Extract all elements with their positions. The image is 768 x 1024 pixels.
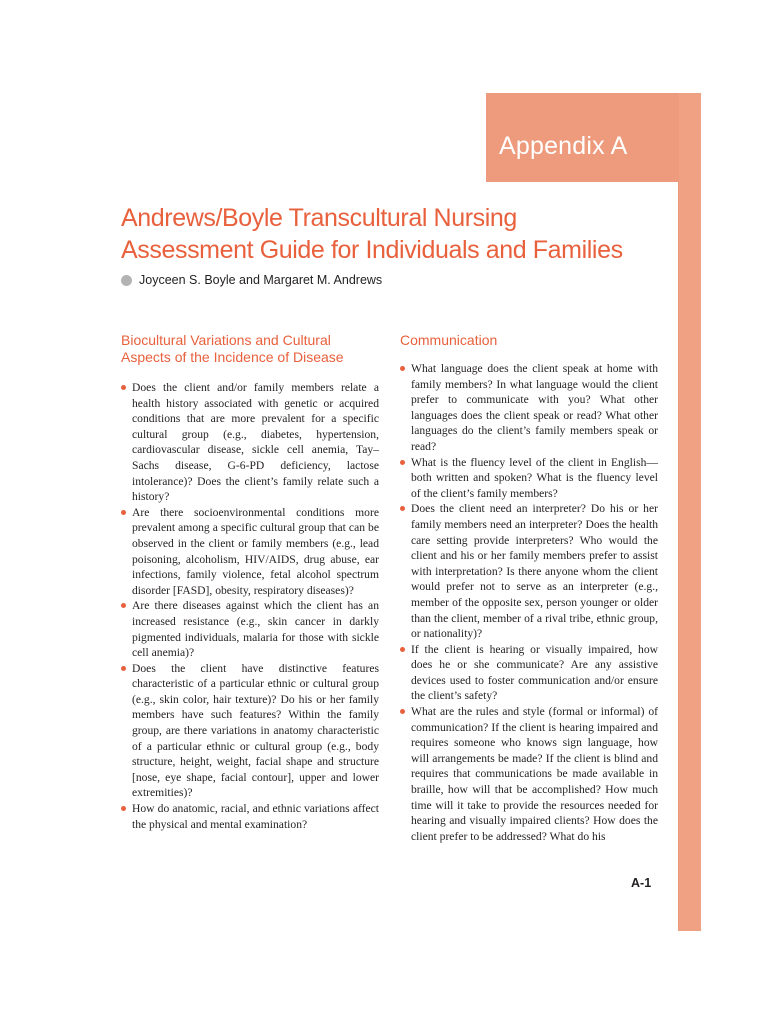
list-item xyxy=(121,801,379,832)
section-heading-communication: Communication xyxy=(400,332,498,348)
right-column xyxy=(400,332,658,844)
bullet-icon xyxy=(400,647,405,652)
authors-line xyxy=(121,273,382,287)
list-item-text: Are there diseases against which the client has an increased resistance (e.g., skin cancer in darkly pigmented individuals, malaria for those with sickle cell anemia)? xyxy=(132,599,379,660)
title-line-2: Assessment Guide for Individuals and Families xyxy=(121,236,623,264)
heading-line-2: Aspects of the Incidence of Disease xyxy=(121,349,344,365)
bullet-icon xyxy=(121,385,126,390)
list-item xyxy=(121,380,379,505)
list-item-text: How do anatomic, racial, and ethnic variations affect the physical and mental examination? xyxy=(132,802,379,831)
list-item-text: What language does the client speak at home with family members? In what language would the client prefer to communicate with you? What other languages does the client speak or read? What other languages do the client’s family members speak or read? xyxy=(411,362,658,453)
list-item-text: If the client is hearing or visually impaired, how does he or she communicate? Are any assistive devices used to foster communication and/or ensure the client’s safety? xyxy=(411,642,658,703)
list-item-text: Does the client have distinctive features characteristic of a particular ethnic or cultural group (e.g., skin color, hair texture)? Do his or her family members have such features? Within the family group, are there variations in anatomy characteristic of a particular ethnic or cultural group (e.g., body structure, height, weight, facial shape and structure [nose, eye shape, facial contour], upper and lower extremities)? xyxy=(132,661,379,800)
gray-bullet-icon xyxy=(121,275,132,286)
list-item xyxy=(400,642,658,704)
bullet-icon xyxy=(121,806,126,811)
communication-question-list xyxy=(400,361,658,844)
list-item xyxy=(400,501,658,641)
list-item xyxy=(400,455,658,502)
page-title xyxy=(121,202,681,266)
list-item xyxy=(400,704,658,844)
page-number: A-1 xyxy=(631,876,652,890)
title-line-1: Andrews/Boyle Transcultural Nursing xyxy=(121,204,517,232)
left-column xyxy=(121,332,379,832)
biocultural-question-list xyxy=(121,380,379,832)
list-item-text: Does the client need an interpreter? Do his or her family members need an interpreter? Does the health care setting provide interpreters? Who would the client and his or her family members prefer to assist with interpretation? Is there anyone whom the client would prefer not to serve as an interpreter (e.g., member of the opposite sex, person younger or older than the client, member of a rival tribe, ethnic group, or nationality)? xyxy=(411,502,658,641)
bullet-icon xyxy=(400,460,405,465)
section-heading-biocultural xyxy=(121,332,379,366)
appendix-label: Appendix A xyxy=(499,132,628,160)
authors-text: Joyceen S. Boyle and Margaret M. Andrews xyxy=(139,273,383,287)
bullet-icon xyxy=(121,510,126,515)
bullet-icon xyxy=(121,603,126,608)
list-item-text: What are the rules and style (formal or informal) of communication? If the client is hearing impaired and requires someone who knows sign language, how will arrangements be made? If the client is blind and requires that communications be made available in braille, how will that be accomplished? How much time will it take to provide the resources needed for hearing and visually impaired clients? How does the client prefer to be addressed? What do his xyxy=(411,705,658,843)
list-item xyxy=(121,661,379,801)
bullet-icon xyxy=(121,666,126,671)
list-item xyxy=(400,361,658,455)
bullet-icon xyxy=(400,506,405,511)
list-item-text: Does the client and/or family members relate a health history associated with genetic or acquired conditions that are more prevalent for a specific cultural group (e.g., diabetes, hypertension, cardiovascular disease, sickle cell anemia, Tay–Sachs disease, G-6-PD deficiency, lactose intolerance)? Does the client’s family relate such a history? xyxy=(132,381,379,504)
list-item-text: What is the fluency level of the client in English—both written and spoken? What is the fluency level of the client’s family members? xyxy=(411,455,658,500)
list-item-text: Are there socioenvironmental conditions more prevalent among a specific cultural group that can be observed in the client or family members (e.g., lead poisoning, alcoholism, HIV/AIDS, drug abuse, ear infections, family violence, fetal alcohol spectrum disorder [FASD], obesity, respiratory diseases)? xyxy=(132,505,379,597)
bullet-icon xyxy=(400,366,405,371)
list-item xyxy=(121,598,379,660)
heading-line-1: Biocultural Variations and Cultural xyxy=(121,332,331,348)
list-item xyxy=(121,505,379,599)
bullet-icon xyxy=(400,709,405,714)
